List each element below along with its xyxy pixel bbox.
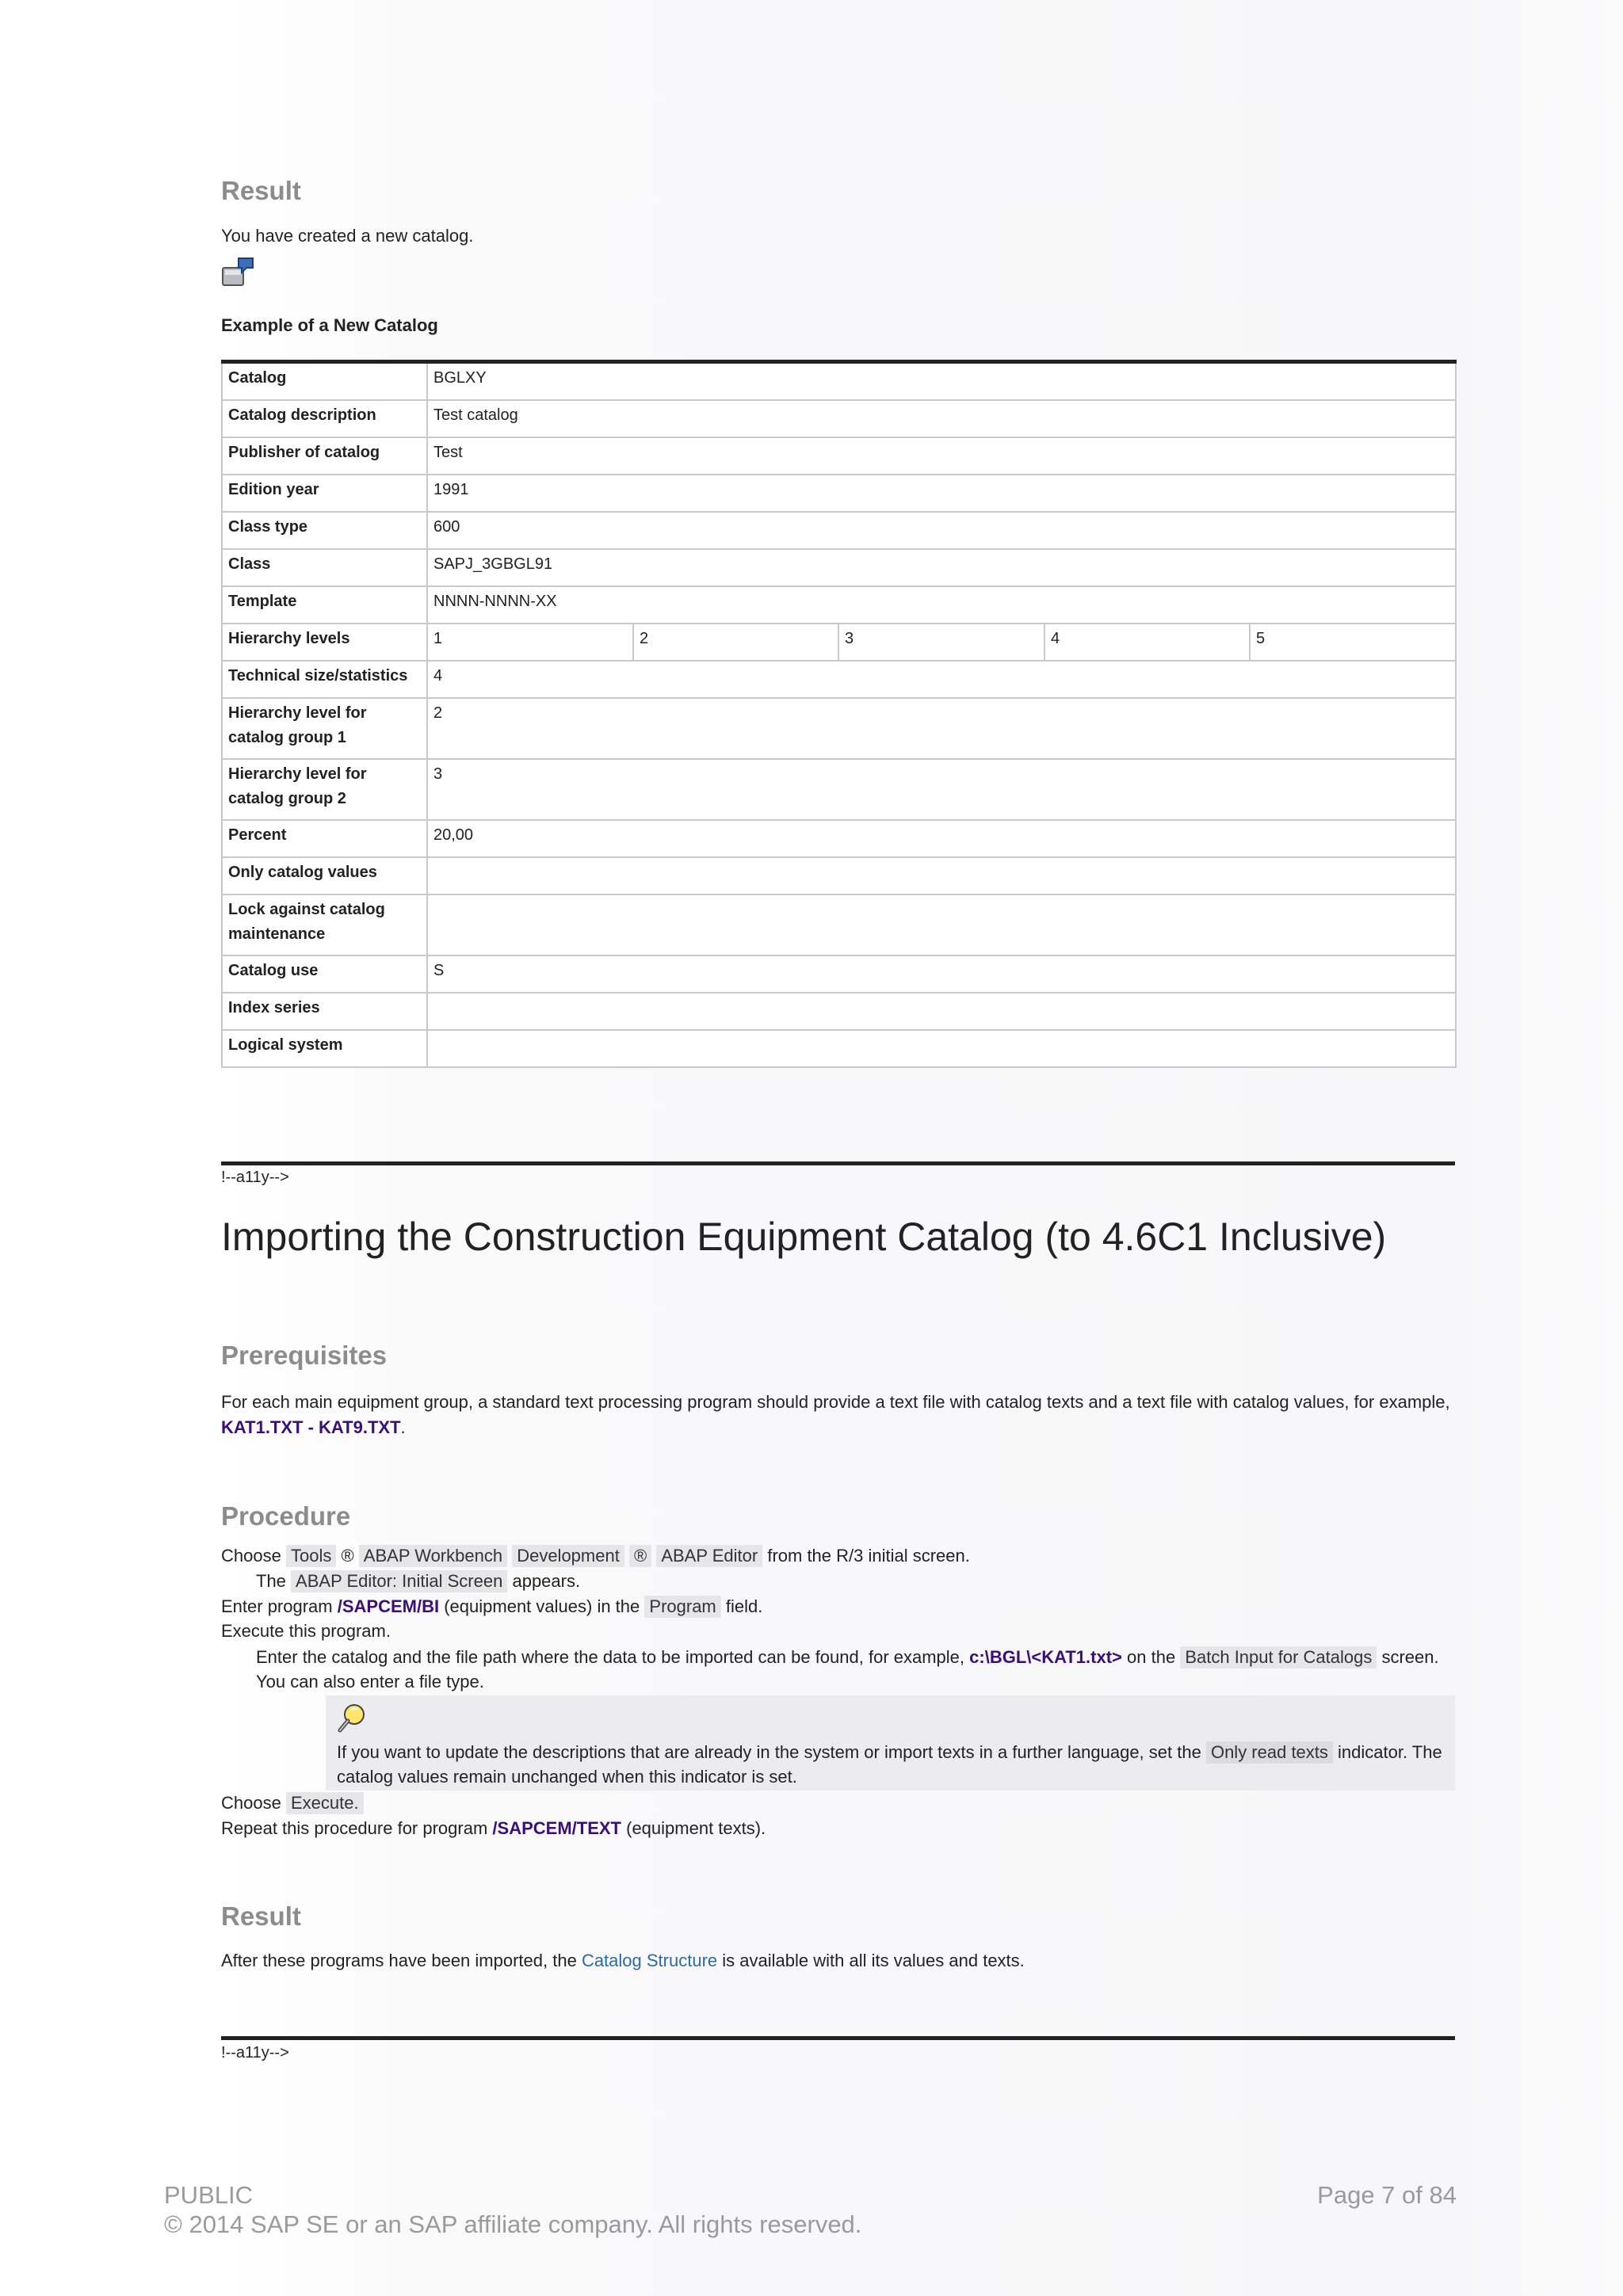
procedure-step-3a <box>256 1646 1439 1669</box>
footer-copyright: © 2014 SAP SE or an SAP affiliate company. All rights reserved. <box>164 2210 862 2238</box>
step-text: Enter program <box>221 1596 333 1616</box>
table-row <box>222 512 1456 549</box>
procedure-step-1 <box>221 1545 970 1567</box>
row-value: SAPJ_3GBGL91 <box>427 549 1456 586</box>
row-value: Test <box>427 437 1456 475</box>
table-row <box>222 993 1456 1030</box>
file-path: c:\BGL\<KAT1.txt> <box>969 1647 1122 1667</box>
row-label: Template <box>222 586 427 624</box>
section-divider <box>221 1161 1455 1165</box>
table-row <box>222 549 1456 586</box>
step-text: on the <box>1127 1647 1176 1667</box>
menu-arrow: ® <box>341 1546 354 1566</box>
menu-path-tools: Tools <box>286 1545 336 1567</box>
row-value <box>427 993 1456 1030</box>
row-label: Edition year <box>222 475 427 512</box>
procedure-step-3b: You can also enter a file type. <box>256 1672 484 1691</box>
hierarchy-level-cell: 5 <box>1250 624 1456 661</box>
footer-classification: PUBLIC <box>164 2181 253 2209</box>
file-range-link[interactable]: KAT1.TXT - KAT9.TXT <box>221 1417 401 1437</box>
table-row <box>222 698 1456 759</box>
row-label: Hierarchy level for catalog group 1 <box>222 698 427 759</box>
tip-text: If you want to update the descriptions that are already in the system or import texts in a further language, set the <box>337 1742 1201 1762</box>
prerequisites-body: For each main equipment group, a standard text processing program should provide a text file with catalog texts and a text file with catalog values, for example, <box>221 1392 1450 1412</box>
program-name: /SAPCEM/TEXT <box>492 1818 621 1838</box>
tip-line-1 <box>337 1741 1442 1764</box>
step-text: (equipment values) in the <box>444 1596 640 1616</box>
row-label: Class <box>222 549 427 586</box>
table-row <box>222 624 1456 661</box>
step-text: The <box>256 1571 286 1591</box>
row-value: BGLXY <box>427 362 1456 401</box>
table-row <box>222 362 1456 401</box>
step-text: Choose <box>221 1793 281 1813</box>
page-title: Importing the Construction Equipment Catalog (to 4.6C1 Inclusive) <box>221 1215 1387 1259</box>
indicator-name: Only read texts <box>1206 1741 1333 1764</box>
field-name: Program <box>644 1596 720 1618</box>
step-text: Choose <box>221 1546 281 1566</box>
row-label: Hierarchy levels <box>222 624 427 661</box>
procedure-step-5 <box>221 1818 766 1839</box>
hierarchy-level-cell: 3 <box>838 624 1044 661</box>
step-text: appears. <box>512 1571 581 1591</box>
step-text: field. <box>725 1596 763 1616</box>
tip-text: indicator. The <box>1338 1742 1442 1762</box>
row-label: Hierarchy level for catalog group 2 <box>222 759 427 820</box>
row-value: 600 <box>427 512 1456 549</box>
row-label: Logical system <box>222 1030 427 1067</box>
hierarchy-level-cell: 1 <box>427 624 633 661</box>
step-text: screen. <box>1381 1647 1439 1667</box>
section-divider <box>221 2036 1455 2040</box>
row-label: Lock against catalog maintenance <box>222 894 427 955</box>
row-label: Catalog use <box>222 955 427 993</box>
table-row <box>222 820 1456 857</box>
menu-path-abap-editor: ABAP Editor <box>656 1545 762 1567</box>
table-row <box>222 955 1456 993</box>
row-value <box>427 1030 1456 1067</box>
hierarchy-level-cell: 4 <box>1044 624 1250 661</box>
prerequisites-text <box>221 1390 1455 1440</box>
procedure-step-3: Execute this program. <box>221 1621 391 1641</box>
table-row <box>222 475 1456 512</box>
sap-graphic-icon <box>221 255 256 294</box>
row-label: Technical size/statistics <box>222 661 427 698</box>
row-value: NNNN-NNNN-XX <box>427 586 1456 624</box>
row-value: Test catalog <box>427 400 1456 437</box>
row-label: Catalog <box>222 362 427 401</box>
menu-path-development: Development <box>512 1545 624 1567</box>
result-heading-2: Result <box>221 1901 301 1931</box>
row-value: 4 <box>427 661 1456 698</box>
tip-line-2: catalog values remain unchanged when this indicator is set. <box>337 1767 797 1787</box>
tip-note <box>326 1695 1455 1791</box>
result-heading: Result <box>221 176 301 205</box>
row-label: Only catalog values <box>222 857 427 894</box>
table-row <box>222 400 1456 437</box>
a11y-marker: !--a11y--> <box>221 1169 289 1186</box>
table-row <box>222 586 1456 624</box>
table-row <box>222 1030 1456 1067</box>
row-label: Catalog description <box>222 400 427 437</box>
row-value: 1991 <box>427 475 1456 512</box>
prerequisites-period: . <box>400 1417 406 1437</box>
row-label: Index series <box>222 993 427 1030</box>
result-text: You have created a new catalog. <box>221 226 474 246</box>
step-text: Repeat this procedure for program <box>221 1818 488 1838</box>
menu-arrow-box: ® <box>629 1545 651 1567</box>
row-value: 2 <box>427 698 1456 759</box>
screen-name: ABAP Editor: Initial Screen <box>291 1570 507 1592</box>
program-name: /SAPCEM/BI <box>337 1596 440 1616</box>
prerequisites-heading: Prerequisites <box>221 1341 388 1370</box>
procedure-step-4 <box>221 1792 364 1814</box>
row-value <box>427 857 1456 894</box>
row-label: Percent <box>222 820 427 857</box>
footer-page-number: Page 7 of 84 <box>1317 2181 1457 2209</box>
step-text: Enter the catalog and the file path where the data to be imported can be found, for example, <box>256 1647 965 1667</box>
row-value: 20,00 <box>427 820 1456 857</box>
result-body: is available with all its values and texts. <box>722 1951 1025 1970</box>
row-value <box>427 894 1456 955</box>
table-row <box>222 437 1456 475</box>
table-row <box>222 661 1456 698</box>
result-text-2 <box>221 1951 1025 1971</box>
result-body: After these programs have been imported, the <box>221 1951 577 1970</box>
hierarchy-level-cell: 2 <box>633 624 838 661</box>
table-caption: Example of a New Catalog <box>221 315 438 335</box>
table-row <box>222 759 1456 820</box>
step-text: from the R/3 initial screen. <box>767 1546 970 1566</box>
execute-button-name: Execute. <box>286 1792 364 1814</box>
catalog-structure-link[interactable]: Catalog Structure <box>581 1951 718 1970</box>
row-value: S <box>427 955 1456 993</box>
procedure-step-1b <box>256 1570 580 1592</box>
table-row <box>222 894 1456 955</box>
step-text: (equipment texts). <box>626 1818 766 1838</box>
table-row <box>222 857 1456 894</box>
row-label: Class type <box>222 512 427 549</box>
menu-path-abap-workbench: ABAP Workbench <box>359 1545 507 1567</box>
row-label: Publisher of catalog <box>222 437 427 475</box>
procedure-heading: Procedure <box>221 1501 351 1531</box>
row-value: 3 <box>427 759 1456 820</box>
lightbulb-icon <box>335 1702 367 1739</box>
catalog-table <box>221 360 1457 1068</box>
screen-name: Batch Input for Catalogs <box>1180 1646 1377 1669</box>
a11y-marker: !--a11y--> <box>221 2044 289 2061</box>
procedure-step-2 <box>221 1596 762 1618</box>
